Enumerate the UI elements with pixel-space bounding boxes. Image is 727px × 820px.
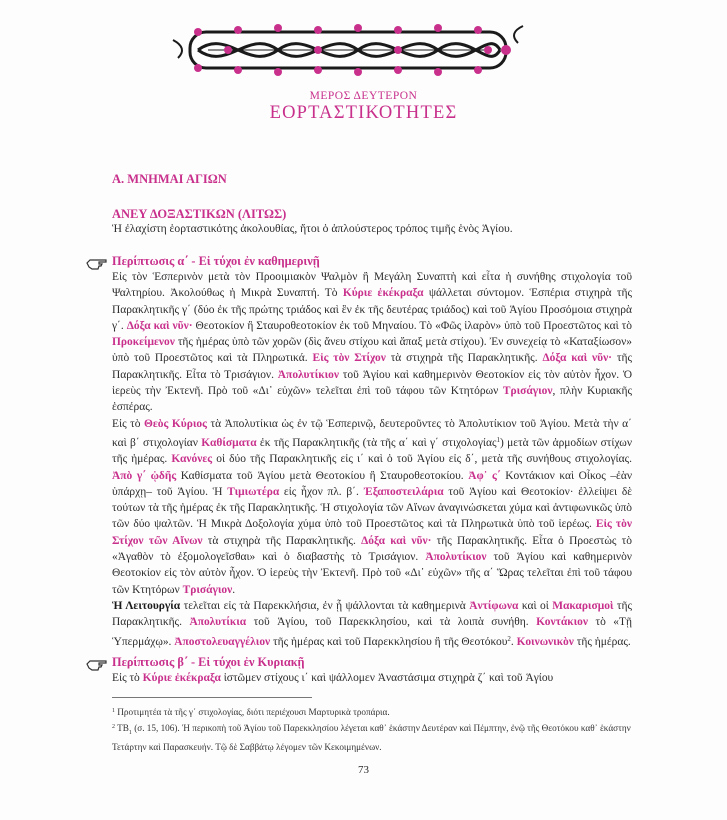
footnote-ref-2[interactable]: 2 bbox=[507, 634, 511, 643]
part-title: ΜΕΡΟΣ ΔΕΥΤΕΡΟΝ bbox=[309, 90, 418, 102]
case-1-paragraph-vespers: Εἰς τὸν Ἑσπερινὸν μετὰ τὸν Προοιμιακὸν Ψαλμὸν ἢ Μεγάλη Συναπτὴ καὶ εἶτα ἡ συνήθης στιχολογία τοῦ Ψαλτηρίου. Ἀκολούθως ἡ Μικρὰ Συναπτή. Τὸ Κύριε ἐκέκραξα ψάλλεται σύντομον. Ἑσπέρια στιχηρὰ τῆς Παρακλητικῆς γ΄ (δύο ἐκ τῆς πρώτης τριάδος καὶ ἓν ἐκ τῆς δευτέρας τριάδος) καὶ τοῦ Ἁγίου Προσόμοια στιχηρὰ γ΄. Δόξα καὶ νῦν· Θεοτοκίον ἢ Σταυροθεοτοκίον ἐκ τοῦ Μηναίου. Τὸ «Φῶς ἱλαρὸν» ὑπὸ τοῦ Προεστῶτος καὶ τὸ Προκείμενον τῆς ἡμέρας ὑπὸ τῶν χορῶν (δὶς ἄνευ στίχου καὶ ἅπαξ μετὰ στίχου). Ἐν συνεχείᾳ τὸ «Καταξίωσον» ὑπὸ τοῦ Προεστῶτος καὶ τὰ Πληρωτικά. Εἰς τὸν Στίχον τὰ στιχηρὰ τῆς Παρακλητικῆς. Δόξα καὶ νῦν· τῆς Παρακλητικῆς. Εἶτα τὸ Τρισάγιον. Ἀπολυτίκιον τοῦ Ἁγίου καὶ καθημερινὸν Θεοτοκίον εἰς τὸν αὐτὸν ἦχον. Ὁ ἱερεὺς τὴν Ἐκτενῆ. Πρὸ τοῦ «Δι᾽ εὐχῶν» τελεῖται ἐπὶ τοῦ τάφου τῶν Κτητόρων Τρισάγιον, πλὴν Κυριακῆς ἑσπέρας. bbox=[112, 271, 633, 414]
case-1-heading: Περίπτωσις α΄ - Εἰ τύχοι ἐν καθημερινῇ bbox=[112, 254, 320, 268]
case-1-body bbox=[112, 269, 632, 650]
footnote-1: $^1$ Προτιμητέα τὰ τῆς γ΄ στιχολογίας, διότι περιέχουσι Μαρτυρικὰ τροπάρια. bbox=[112, 707, 390, 717]
case-1-paragraph-liturgy: Ἡ Λειτουργία τελεῖται εἰς τὰ Παρεκκλήσια, ἐν ᾗ ψάλλονται τὰ καθημερινὰ Ἀντίφωνα καὶ οἱ Μακαρισμοὶ τῆς Παρακλητικῆς. Ἀπολυτίκια τοῦ Ἁγίου, τοῦ Παρεκκλησίου, καὶ τὰ λοιπὰ συνήθη. Κοντάκιον τὸ «Τῇ Ὑπερμάχῳ». Ἀποστολευαγγέλιον τῆς ἡμέρας καὶ τοῦ Παρεκκλησίου ἢ τῆς Θεοτόκου$^2$. Κοινωνικὸν τῆς ἡμέρας. bbox=[112, 599, 633, 648]
footnote-ref-1[interactable]: 1 bbox=[496, 435, 500, 444]
page-title: ΕΟΡΤΑΣΤΙΚΟΤΗΤΕΣ bbox=[269, 103, 458, 123]
footnote-2: $^2$ $TB_1$ (σ. 15, 106). Ἡ περικοπὴ τοῦ Ἁγίου τοῦ Παρεκκλησίου λέγεται καθ᾽ ἑκάστην Δευτέραν καὶ Πέμπτην, ἐνῷ τῆς Θεοτόκου καθ᾽ ἑκάστην Τετάρτην καὶ Παρασκευήν. Τῷ δὲ Σαββάτῳ λέγομεν τῶν Κεκοιμημένων. bbox=[112, 723, 631, 752]
section-intro: Ἡ ἐλαχίστη ἑορταστικότης ἀκολουθίας, ἤτοι ὁ ἁπλούστερος τρόπος τιμῆς ἑνὸς Ἁγίου. bbox=[112, 222, 513, 235]
case-2-heading: Περίπτωσις β΄ - Εἰ τύχοι ἐν Κυριακῇ bbox=[112, 655, 305, 669]
byzantine-knot-ornament-icon bbox=[168, 18, 528, 82]
footnote-divider bbox=[112, 697, 312, 698]
case-2-body bbox=[112, 670, 632, 686]
pointing-hand-icon bbox=[86, 257, 108, 271]
pointing-hand-icon bbox=[86, 658, 108, 672]
section-subtitle: ΑΝΕΥ ΔΟΞΑΣΤΙΚΩΝ (ΛΙΤΩΣ) bbox=[112, 207, 287, 221]
case-2-paragraph: Εἰς τὸ Κύριε ἐκέκραξα ἱστῶμεν στίχους ι΄ καὶ ψάλλομεν Ἀναστάσιμα στιχηρὰ ζ΄ καὶ τοῦ Ἁγίου bbox=[112, 672, 554, 684]
case-1-paragraph-orthros: Εἰς τὸ Θεὸς Κύριος τὰ Ἀπολυτίκια ὡς ἐν τῷ Ἑσπερινῷ, δευτεροῦντες τὸ Ἀπολυτίκιον τοῦ Ἁγίου. Μετὰ τὴν α΄ καὶ β΄ στιχολογίαν Καθίσματα ἐκ τῆς Παρακλητικῆς (τὰ τῆς α΄ καὶ γ΄ στιχολογίας$^1$) μετὰ τῶν ἁρμοδίων στίχων τῆς ἡμέρας. Κανόνες οἱ δύο τῆς Παρακλητικῆς εἰς ι΄ καὶ ὁ τοῦ Ἁγίου εἰς δ΄, μετὰ τῆς συνήθους στιχολογίας. Ἀπὸ γ΄ ᾠδῆς Καθίσματα τοῦ Ἁγίου μετὰ Θεοτοκίου ἢ Σταυροθεοτοκίου. Ἀφ᾽ ς΄ Κοντάκιον καὶ Οἶκος –ἐὰν ὑπάρχῃ– τοῦ Ἁγίου. Ἡ Τιμιωτέρα εἰς ἦχον πλ. β΄. Ἐξαποστειλάρια τοῦ Ἁγίου καὶ Θεοτοκίον· ἐλλείψει δὲ τούτων τὰ τῆς ἡμέρας ἐκ τῆς Παρακλητικῆς. Ἡ στιχολογία τῶν Αἴνων ἀναγινώσκεται χύμα καὶ ἀντιφωνικῶς ὑπὸ τῶν δύο ψαλτῶν. Ἡ Μικρὰ Δοξολογία χύμα ὑπὸ τοῦ Προεστῶτος καὶ τὰ Πληρωτικὰ ὑπὸ τοῦ ἱερέως. Εἰς τὸν Στίχον τῶν Αἴνων τὰ στιχηρὰ τῆς Παρακλητικῆς. Δόξα καὶ νῦν· τῆς Παρακλητικῆς. Εἶτα ὁ Προεστὼς τὸ «Ἀγαθὸν τὸ ἐξομολογεῖσθαι» καὶ ὁ διαβαστὴς τὸ Τρισάγιον. Ἀπολυτίκιον τοῦ Ἁγίου καὶ καθημερινὸν Θεοτοκίον εἰς τὸν αὐτὸν ἦχον. Ὁ ἱερεὺς τὴν Ἐκτενῆ. Πρὸ τοῦ «Δι᾽ εὐχῶν» τῆς α΄ Ὥρας τελεῖται ἐπὶ τοῦ τάφου τῶν Κτητόρων Τρισάγιον. bbox=[112, 417, 633, 596]
section-title: Α. ΜΝΗΜΑΙ ΑΓΙΩΝ bbox=[112, 172, 227, 186]
page-number: 73 bbox=[358, 764, 369, 776]
